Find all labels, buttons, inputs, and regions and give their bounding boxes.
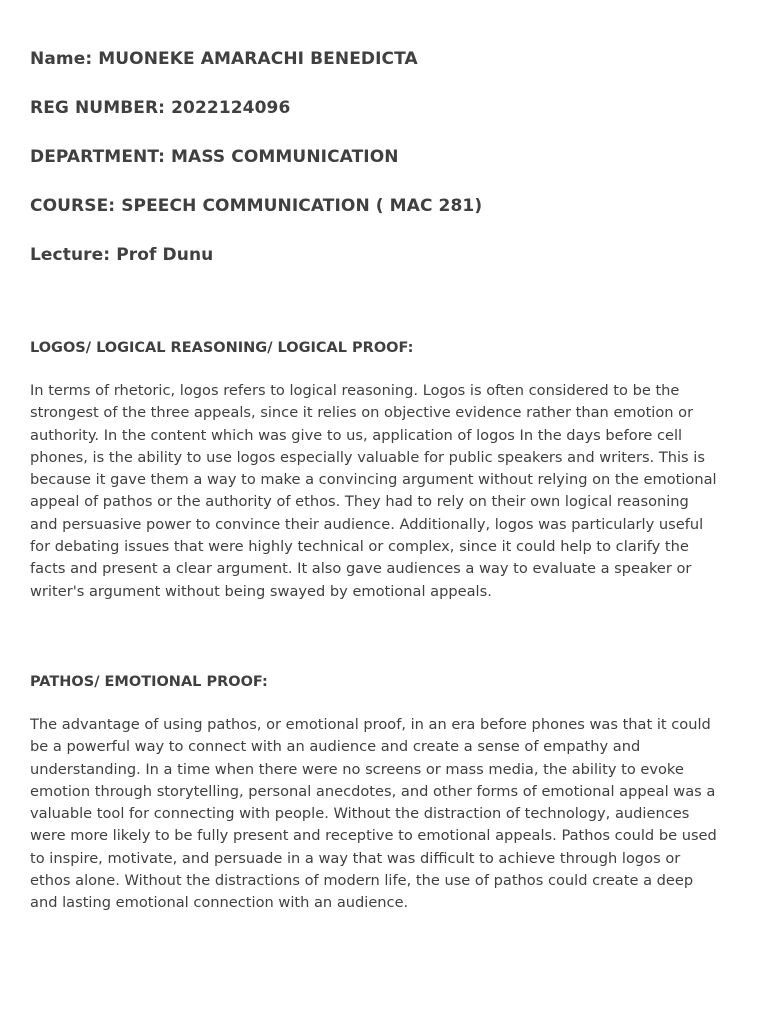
paragraph-line: phones, is the ability to use logos especially valuable for public speakers and writers. This is [30,448,705,466]
paragraph-line: to inspire, motivate, and persuade in a way that was difficult to achieve through logos or [30,849,681,867]
paragraph-line: emotion through storytelling, personal anecdotes, and other forms of emotional appeal was a [30,782,716,800]
paragraph-line: be a powerful way to connect with an audience and create a sense of empathy and [30,738,641,756]
paragraph-line: appeal of pathos or the authority of ethos. They had to rely on their own logical reasoning [30,493,689,511]
paragraph-line: understanding. In a time when there were no screens or mass media, the ability to evoke [30,760,684,778]
reg-number: REG NUMBER: 2022124096 [30,98,291,118]
paragraph-line: facts and present a clear argument. It also gave audiences a way to evaluate a speaker or [30,560,692,578]
paragraph-line: were more likely to be fully present and receptive to emotional appeals. Pathos could be used [30,827,717,845]
course: COURSE: SPEECH COMMUNICATION ( MAC 281) [30,196,483,216]
paragraph-line: for debating issues that were highly technical or complex, since it could help to clarify the [30,538,689,556]
lecturer: Lecture: Prof Dunu [30,245,214,265]
paragraph-line: The advantage of using pathos, or emotional proof, in an era before phones was that it could [30,716,711,733]
pathos-paragraph [30,714,740,915]
paragraph-line: strongest of the three appeals, since it relies on objective evidence rather than emotion or [30,404,694,422]
pathos-heading: PATHOS/ EMOTIONAL PROOF: [30,674,268,690]
logos-paragraph [30,380,740,603]
paragraph-line: authority. In the content which was give to us, application of logos In the days before cell [30,426,683,444]
department: DEPARTMENT: MASS COMMUNICATION [30,147,399,167]
paragraph-line: In terms of rhetoric, logos refers to logical reasoning. Logos is often considered to be the [30,382,680,399]
paragraph-line: and persuasive power to convince their audience. Additionally, logos was particularly useful [30,515,704,533]
student-name: Name: MUONEKE AMARACHI BENEDICTA [30,49,418,69]
logos-heading: LOGOS/ LOGICAL REASONING/ LOGICAL PROOF: [30,340,414,356]
paragraph-line: because it gave them a way to make a convincing argument without relying on the emotional [30,471,717,489]
paragraph-line: and lasting emotional connection with an audience. [30,894,409,912]
paragraph-line: ethos alone. Without the distractions of modern life, the use of pathos could create a deep [30,872,694,890]
paragraph-line: writer's argument without being swayed by emotional appeals. [30,582,492,600]
paragraph-line: valuable tool for connecting with people. Without the distraction of technology, audiences [30,805,690,823]
